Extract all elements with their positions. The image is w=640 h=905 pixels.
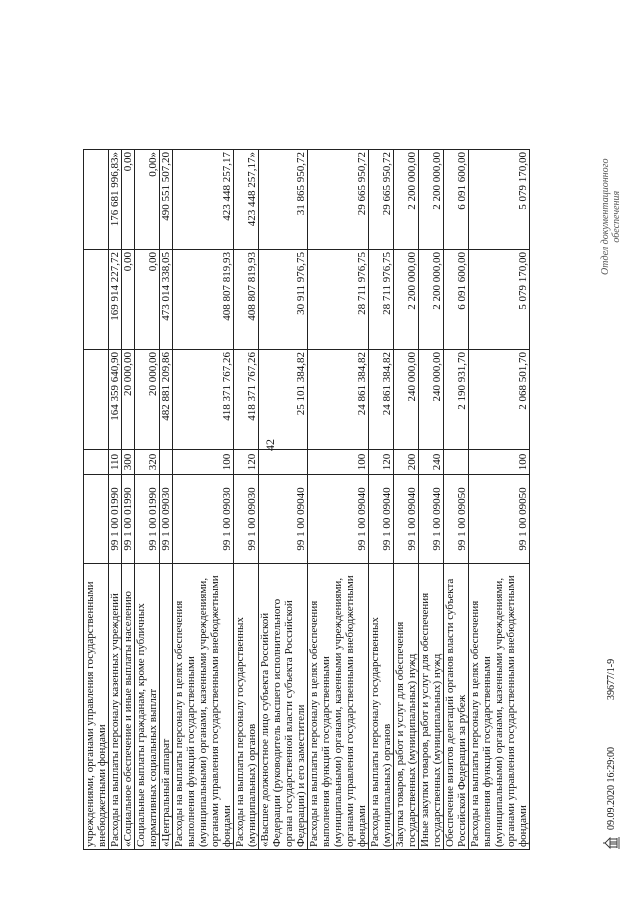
row-name-cell: «Центральный аппарат (160, 564, 173, 850)
page-footer (600, 50, 630, 850)
row-vr-cell (160, 450, 173, 475)
row-code-cell (84, 475, 109, 564)
row-value-2020-cell: 164 359 640,90 (109, 350, 122, 450)
budget-table (83, 149, 530, 850)
row-value-2020-cell: 482 881 209,86 (160, 350, 173, 450)
row-code-cell: 99 1 00 09040 (394, 475, 419, 564)
row-value-2021-cell: 2 200 000,00 (394, 250, 419, 350)
row-code-cell: 99 1 00 09030 (173, 475, 234, 564)
row-code-cell: 99 1 00 01990 (122, 475, 135, 564)
table-row (419, 150, 444, 850)
row-code-cell: 99 1 00 09040 (259, 475, 308, 564)
row-code-cell: 99 1 00 09030 (160, 475, 173, 564)
building-logo-icon (602, 836, 620, 850)
row-name-cell: «Высшее должностное лицо субъекта Российской Федерации (руководитель высшего исполнительного органа государственной власти субъекта Российской Федерации) и его заместители (259, 564, 308, 850)
table-row (259, 150, 308, 850)
row-name-cell: Закупка товаров, работ и услуг для обеспечения государственных (муниципальных) нужд (394, 564, 419, 850)
row-name-cell: «Социальное обеспечение и иные выплаты населению (122, 564, 135, 850)
row-code-cell: 99 1 00 09050 (444, 475, 469, 564)
row-value-2022-cell: 176 681 996,83» (109, 150, 122, 250)
row-code-cell: 99 1 00 09040 (369, 475, 394, 564)
row-value-2021-cell: 28 711 976,75 (308, 250, 369, 350)
footer-doc-code: 39677/1-9 (606, 658, 617, 700)
row-value-2021-cell: 2 200 000,00 (419, 250, 444, 350)
stamp-line: обеспечения (611, 190, 622, 243)
row-value-2020-cell: 240 000,00 (419, 350, 444, 450)
table-row (369, 150, 394, 850)
row-value-2022-cell: 31 865 950,72 (259, 150, 308, 250)
row-code-cell: 99 1 00 09030 (234, 475, 259, 564)
row-value-2022-cell: 0,00» (135, 150, 160, 250)
row-name-cell: Социальные выплаты гражданам, кроме публичных нормативных социальных выплат (135, 564, 160, 850)
row-vr-cell: 120 (369, 450, 394, 475)
page-number: 42 (263, 439, 277, 451)
row-vr-cell (84, 450, 109, 475)
row-vr-cell: 300 (122, 450, 135, 475)
table-row (234, 150, 259, 850)
row-value-2022-cell: 29 665 950,72 (369, 150, 394, 250)
row-value-2020-cell (84, 350, 109, 450)
row-value-2022-cell: 5 079 170,00 (469, 150, 530, 250)
row-name-cell: Расходы на выплаты персоналу государственных (муниципальных) органов (369, 564, 394, 850)
row-name-cell: Расходы на выплаты персоналу государственных (муниципальных) органов (234, 564, 259, 850)
table-row (135, 150, 160, 850)
row-value-2022-cell: 423 448 257,17 (173, 150, 234, 250)
row-value-2021-cell: 473 014 338,05 (160, 250, 173, 350)
row-vr-cell: 100 (308, 450, 369, 475)
table-row (84, 150, 109, 850)
row-value-2020-cell: 418 371 767,26 (234, 350, 259, 450)
row-code-cell: 99 1 00 01990 (135, 475, 160, 564)
table-row (160, 150, 173, 850)
row-name-cell: Иные закупки товаров, работ и услуг для обеспечения государственных (муниципальных) нужд (419, 564, 444, 850)
row-code-cell: 99 1 00 09050 (469, 475, 530, 564)
stamp-line: Отдел документационного (600, 158, 611, 275)
row-value-2022-cell (84, 150, 109, 250)
row-value-2021-cell: 30 911 976,75 (259, 250, 308, 350)
row-name-cell: учреждениями, органами управления государственными внебюджетными фондами (84, 564, 109, 850)
row-value-2021-cell (84, 250, 109, 350)
table-row (469, 150, 530, 850)
row-value-2020-cell: 20 000,00 (135, 350, 160, 450)
row-value-2021-cell: 169 914 227,72 (109, 250, 122, 350)
table-row (444, 150, 469, 850)
row-value-2021-cell: 6 091 600,00 (444, 250, 469, 350)
table-row (109, 150, 122, 850)
row-value-2022-cell: 2 200 000,00 (419, 150, 444, 250)
row-value-2020-cell: 240 000,00 (394, 350, 419, 450)
footer-date: 09.09.2020 16:29:00 (606, 746, 617, 830)
row-value-2021-cell: 5 079 170,00 (469, 250, 530, 350)
row-value-2021-cell: 0,00 (135, 250, 160, 350)
row-value-2022-cell: 6 091 600,00 (444, 150, 469, 250)
row-value-2022-cell: 29 665 950,72 (308, 150, 369, 250)
row-value-2021-cell: 408 807 819,93 (173, 250, 234, 350)
row-vr-cell: 100 (469, 450, 530, 475)
row-value-2021-cell: 28 711 976,75 (369, 250, 394, 350)
row-value-2020-cell: 2 068 501,70 (469, 350, 530, 450)
row-vr-cell (444, 450, 469, 475)
row-code-cell: 99 1 00 09040 (419, 475, 444, 564)
table-row (122, 150, 135, 850)
row-value-2021-cell: 0,00 (122, 250, 135, 350)
row-vr-cell: 200 (394, 450, 419, 475)
row-value-2022-cell: 2 200 000,00 (394, 150, 419, 250)
row-name-cell: Расходы на выплаты персоналу казенных учреждений (109, 564, 122, 850)
row-value-2022-cell: 490 551 507,20 (160, 150, 173, 250)
table-row (308, 150, 369, 850)
row-name-cell: Обеспечение визитов делегаций органов власти субъекта Российской Федерации за рубеж (444, 564, 469, 850)
row-vr-cell: 110 (109, 450, 122, 475)
row-name-cell: Расходы на выплаты персоналу в целях обеспечения выполнения функций государственными (муниципальными) органами, казенными учреждениями, органами управления государственными внебюджетными фондами (469, 564, 530, 850)
row-vr-cell: 240 (419, 450, 444, 475)
row-value-2020-cell: 20 000,00 (122, 350, 135, 450)
row-value-2020-cell: 24 861 384,82 (369, 350, 394, 450)
row-value-2022-cell: 423 448 257,17» (234, 150, 259, 250)
row-value-2020-cell: 25 101 384,82 (259, 350, 308, 450)
row-vr-cell (259, 450, 308, 475)
row-value-2020-cell: 418 371 767,26 (173, 350, 234, 450)
row-name-cell: Расходы на выплаты персоналу в целях обеспечения выполнения функций государственными (муниципальными) органами, казенными учреждениями, органами управления государственными внебюджетными фондами (173, 564, 234, 850)
table-row (173, 150, 234, 850)
row-vr-cell: 320 (135, 450, 160, 475)
row-value-2020-cell: 24 861 384,82 (308, 350, 369, 450)
row-code-cell: 99 1 00 09040 (308, 475, 369, 564)
row-vr-cell: 120 (234, 450, 259, 475)
row-code-cell: 99 1 00 01990 (109, 475, 122, 564)
row-name-cell: Расходы на выплаты персоналу в целях обеспечения выполнения функций государственными (муниципальными) органами, казенными учреждениями, органами управления государственными внебюджетными фондами (308, 564, 369, 850)
row-value-2021-cell: 408 807 819,93 (234, 250, 259, 350)
department-stamp (600, 158, 622, 275)
row-value-2022-cell: 0,00 (122, 150, 135, 250)
row-vr-cell: 100 (173, 450, 234, 475)
table-row (394, 150, 419, 850)
row-value-2020-cell: 2 190 931,70 (444, 350, 469, 450)
